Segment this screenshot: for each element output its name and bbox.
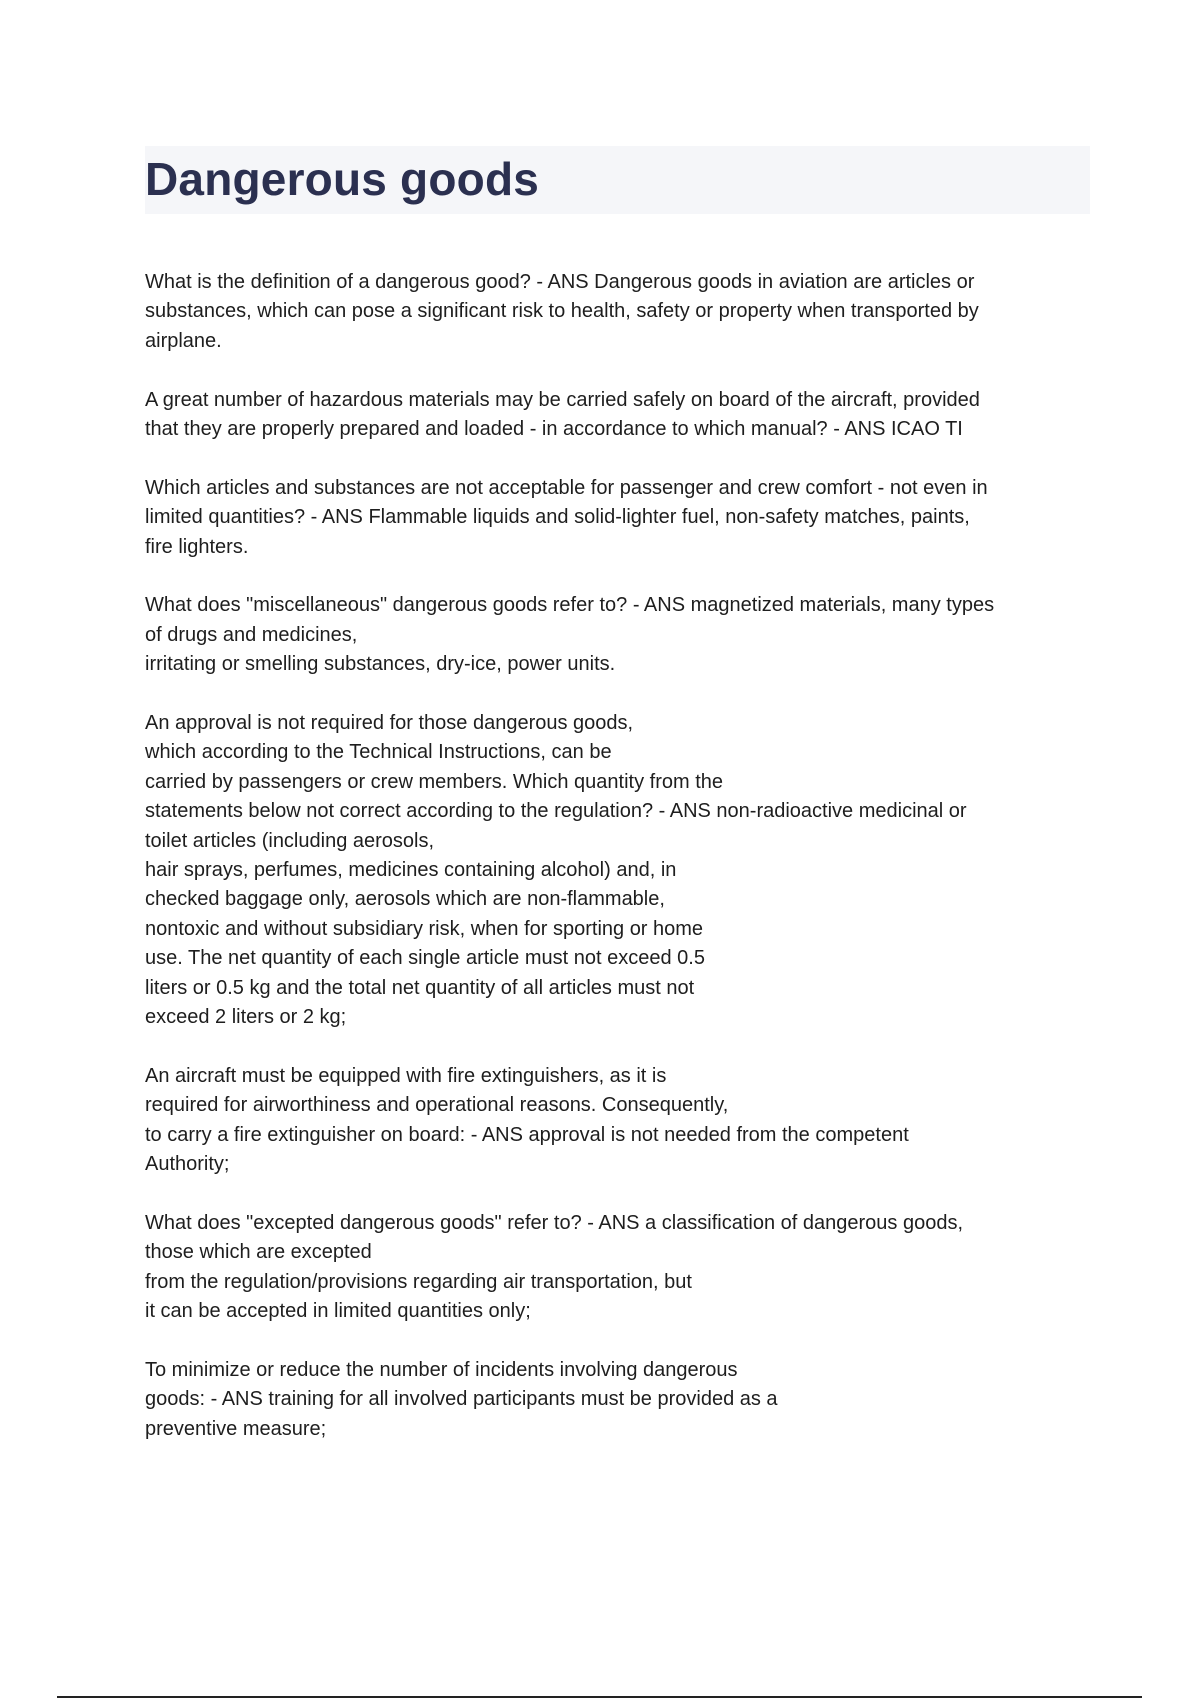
text-line: What does "excepted dangerous goods" refer to? - ANS a classification of dangerous goods, [145,1211,964,1234]
document-body [145,268,1105,1474]
text-line: goods: - ANS training for all involved participants must be provided as a [145,1388,778,1411]
text-line: to carry a fire extinguisher on board: - ANS approval is not needed from the competent [145,1123,909,1146]
text-line: limited quantities? - ANS Flammable liquids and solid-lighter fuel, non-safety matches, paints, [145,506,970,529]
text-line: What does "miscellaneous" dangerous goods refer to? - ANS magnetized materials, many types [145,594,995,617]
text-line: required for airworthiness and operational reasons. Consequently, [145,1094,729,1117]
footer-divider [57,1696,1142,1698]
text-line: exceed 2 liters or 2 kg; [145,1006,347,1029]
text-line: irritating or smelling substances, dry-ice, power units. [145,653,616,676]
text-line: Authority; [145,1153,230,1176]
text-line: An approval is not required for those dangerous goods, [145,712,634,735]
text-line: To minimize or reduce the number of incidents involving dangerous [145,1358,738,1381]
qa-paragraph [145,709,1105,1032]
qa-paragraph [145,591,1105,679]
text-line: A great number of hazardous materials may be carried safely on board of the aircraft, provided [145,388,980,411]
text-line: which according to the Technical Instructions, can be [145,741,612,764]
qa-paragraph [145,1209,1105,1327]
title-banner [145,146,1090,214]
text-line: carried by passengers or crew members. Which quantity from the [145,770,723,793]
text-line: liters or 0.5 kg and the total net quantity of all articles must not [145,976,695,999]
text-line: of drugs and medicines, [145,623,358,646]
qa-paragraph [145,1356,1105,1444]
text-line: Which articles and substances are not acceptable for passenger and crew comfort - not even in [145,476,988,499]
text-line: checked baggage only, aerosols which are non-flammable, [145,888,665,911]
text-line: that they are properly prepared and loaded - in accordance to which manual? - ANS ICAO TI [145,418,963,441]
page-title: Dangerous goods [145,153,540,205]
qa-paragraph [145,386,1105,445]
text-line: it can be accepted in limited quantities only; [145,1300,531,1323]
qa-paragraph [145,474,1105,562]
text-line: fire lighters. [145,535,249,558]
qa-paragraph [145,268,1105,356]
text-line: airplane. [145,329,222,352]
text-line: toilet articles (including aerosols, [145,829,435,852]
text-line: An aircraft must be equipped with fire extinguishers, as it is [145,1064,667,1087]
text-line: use. The net quantity of each single article must not exceed 0.5 [145,947,705,970]
qa-paragraph [145,1062,1105,1180]
text-line: preventive measure; [145,1417,327,1440]
text-line: What is the definition of a dangerous good? - ANS Dangerous goods in aviation are articles or [145,271,975,293]
text-line: nontoxic and without subsidiary risk, when for sporting or home [145,917,704,940]
text-line: statements below not correct according to the regulation? - ANS non-radioactive medicinal or [145,800,967,823]
text-line: those which are excepted [145,1241,372,1264]
text-line: hair sprays, perfumes, medicines containing alcohol) and, in [145,859,677,882]
text-line: substances, which can pose a significant risk to health, safety or property when transported by [145,300,979,323]
text-line: from the regulation/provisions regarding air transportation, but [145,1270,692,1293]
